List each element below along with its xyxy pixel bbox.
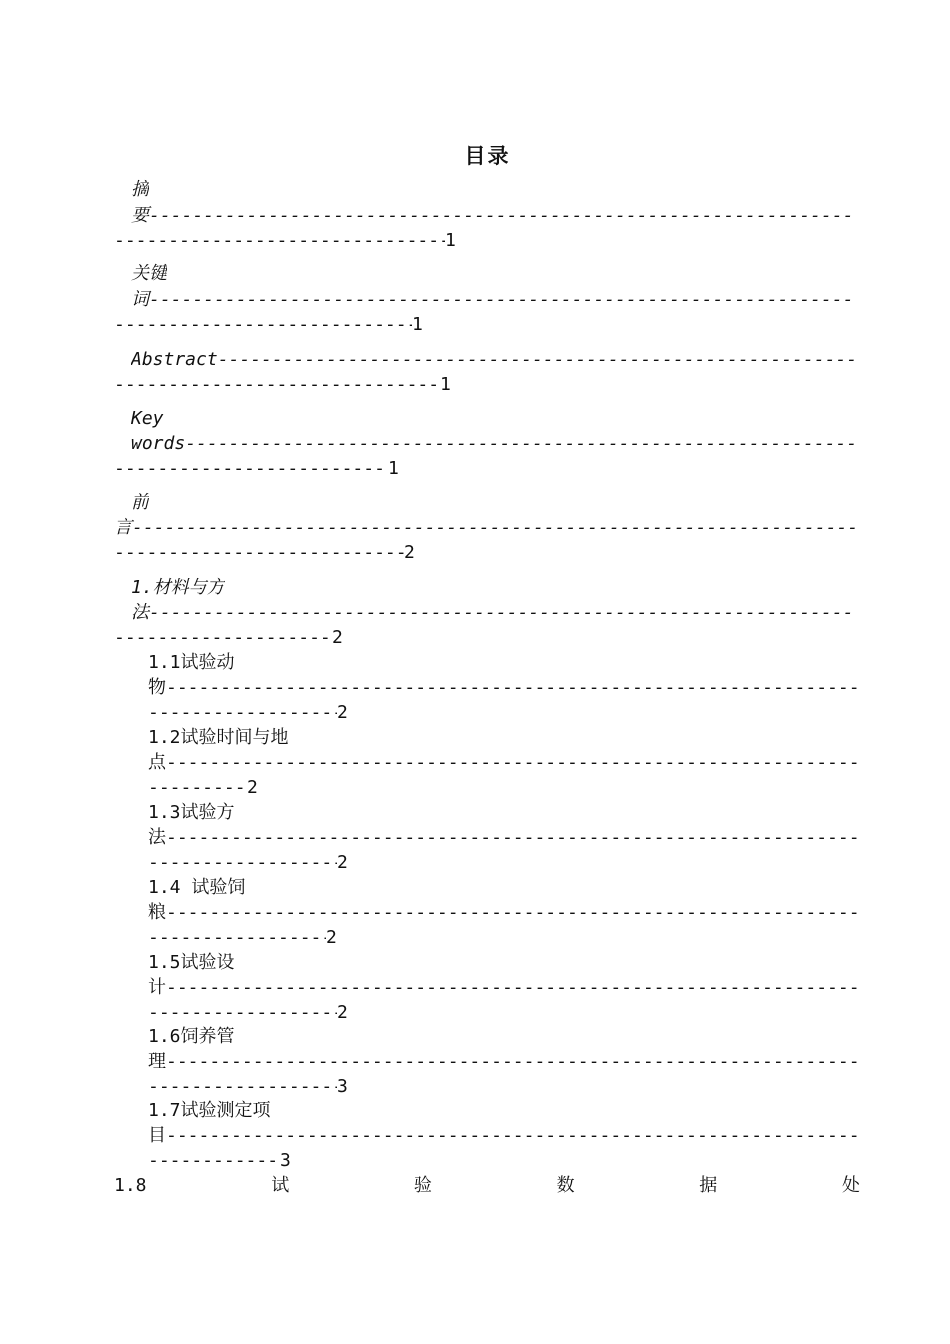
toc-leader xyxy=(149,600,855,625)
toc-entry-label: 摘 xyxy=(131,179,149,200)
toc-entry-pageline xyxy=(148,925,337,950)
toc-entry-label: 1.7试验测定项 xyxy=(148,1100,271,1121)
toc-entry-pageline xyxy=(114,312,423,337)
toc-entry-pageline xyxy=(114,456,399,481)
toc-page-number: 2 xyxy=(404,542,415,563)
toc-page-number: 1 xyxy=(440,374,451,395)
toc-leader xyxy=(114,312,412,337)
toc-leader xyxy=(166,825,858,850)
toc-page-number: 1 xyxy=(445,230,456,251)
toc-leader xyxy=(185,431,858,456)
toc-page-number: 3 xyxy=(280,1150,291,1171)
toc-leader xyxy=(148,925,326,950)
toc-leader xyxy=(148,700,337,725)
toc-entry-pageline xyxy=(148,700,348,725)
toc-entry-label-line: Abstract----- xyxy=(131,347,858,372)
toc-entry-label: 1.5试验设 xyxy=(148,952,235,973)
toc-entry-label: 1.6饲养管 xyxy=(148,1026,235,1047)
toc-entry-label-cont: 目----- xyxy=(148,1123,858,1148)
toc-page-number: 2 xyxy=(337,702,348,723)
toc-leader xyxy=(148,850,337,875)
toc-entry-part: 试 xyxy=(271,1175,290,1196)
toc-entry-pageline xyxy=(114,540,415,565)
toc-entry-label: Key xyxy=(131,408,164,429)
toc-leader xyxy=(114,540,404,565)
toc-page-number: 2 xyxy=(332,627,343,648)
toc-entry-label: 1.2试验时间与地 xyxy=(148,727,289,748)
toc-entry-pageline xyxy=(114,625,343,650)
toc-leader xyxy=(149,203,855,228)
toc-entry-pageline xyxy=(114,372,451,397)
toc-page-number: 3 xyxy=(337,1076,348,1097)
toc-leader xyxy=(218,347,858,372)
toc-leader xyxy=(148,1074,337,1099)
toc-leader xyxy=(132,515,858,540)
toc-entry-label-cont: 理----- xyxy=(148,1049,858,1074)
toc-entry-label-cont: 点----- xyxy=(148,750,858,775)
toc-leader xyxy=(166,975,858,1000)
toc-entry-label-cont: words----- xyxy=(131,431,858,456)
toc-entry-label-cont: 词----- xyxy=(131,287,855,312)
toc-page-number: 1 xyxy=(388,458,399,479)
toc-entry-label: 1.1试验动 xyxy=(148,652,235,673)
toc-entry-label: 前 xyxy=(131,492,149,513)
toc-entry-pageline xyxy=(148,850,348,875)
toc-entry-label: 1.4 试验饲 xyxy=(148,877,246,898)
toc-page-number: 2 xyxy=(247,777,258,798)
toc-leader xyxy=(166,1049,858,1074)
toc-entry-part: 数 xyxy=(556,1175,575,1196)
toc-entry-part: 1.8 xyxy=(114,1175,147,1196)
toc-page-number: 2 xyxy=(326,927,337,948)
toc-entry-label: 1.3试验方 xyxy=(148,802,235,823)
toc-entry-label-cont: 法----- xyxy=(148,825,858,850)
toc-entry-label-cont: 言----- xyxy=(114,515,858,540)
toc-leader xyxy=(166,750,858,775)
toc-entry-label-cont: 计----- xyxy=(148,975,858,1000)
toc-entry-label: 1.材料与方 xyxy=(131,577,225,598)
toc-leader xyxy=(149,287,855,312)
toc-entry-label-cont: 法----- xyxy=(131,600,855,625)
toc-entry-pageline xyxy=(148,1000,348,1025)
toc-page-number: 1 xyxy=(412,314,423,335)
toc-leader xyxy=(114,456,388,481)
toc-page-number: 2 xyxy=(337,1002,348,1023)
toc-leader xyxy=(114,372,440,397)
toc-leader xyxy=(148,775,247,800)
toc-entry-part: 据 xyxy=(699,1175,718,1196)
page-title: 目录 xyxy=(464,144,511,168)
toc-entry-pageline xyxy=(114,228,456,253)
toc-entry-part: 处 xyxy=(841,1175,860,1196)
toc-entry-pageline xyxy=(148,1148,291,1173)
toc-page-number: 2 xyxy=(337,852,348,873)
toc-leader xyxy=(148,1148,280,1173)
toc-entry-part: 验 xyxy=(413,1175,432,1196)
toc-leader xyxy=(114,625,332,650)
toc-entry-label-cont: 物----- xyxy=(148,675,858,700)
toc-leader xyxy=(148,1000,337,1025)
toc-entry-label-cont: 粮----- xyxy=(148,900,858,925)
toc-entry-label: 关键 xyxy=(131,263,167,284)
toc-leader xyxy=(114,228,445,253)
toc-entry-pageline xyxy=(148,1074,348,1099)
toc-entry-pageline xyxy=(148,775,258,800)
toc-leader xyxy=(166,675,858,700)
toc-leader xyxy=(166,1123,858,1148)
toc-entry-1-8[interactable] xyxy=(114,1173,860,1198)
toc-entry-label-cont: 要----- xyxy=(131,203,855,228)
toc-leader xyxy=(166,900,858,925)
